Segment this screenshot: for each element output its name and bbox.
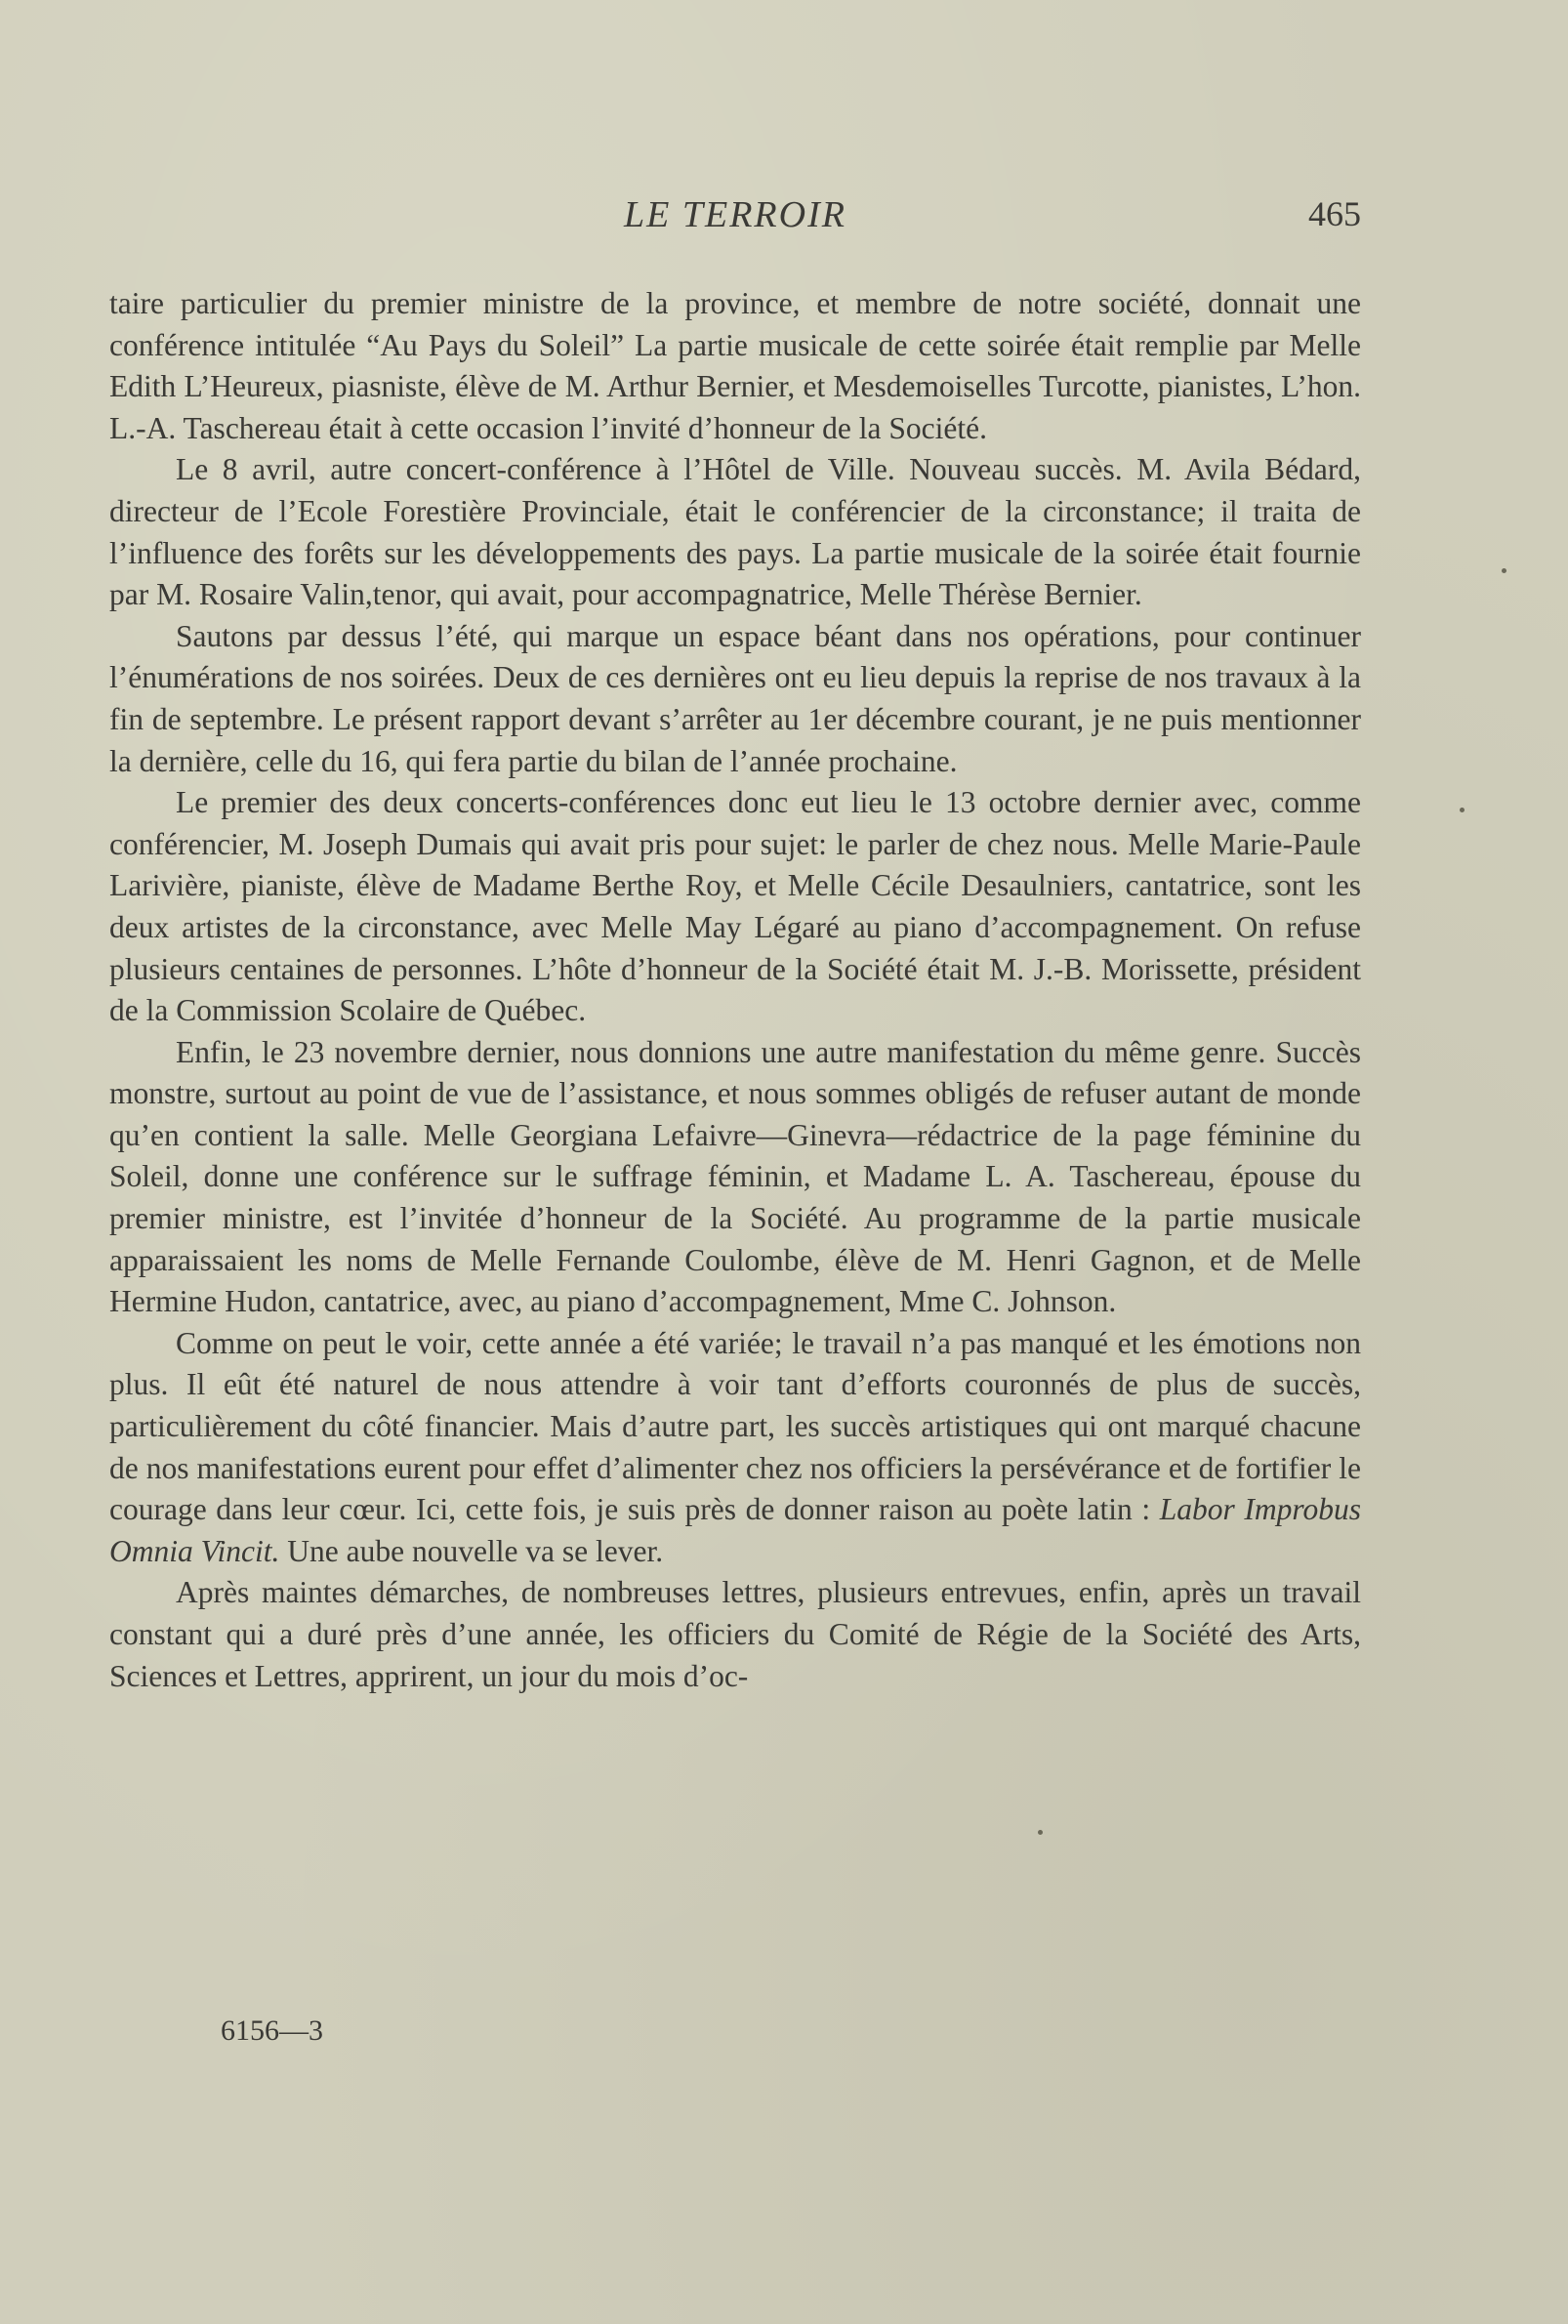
body-text <box>109 283 1361 1697</box>
paragraph: Le 8 avril, autre concert-conférence à l’Hôtel de Ville. Nouveau succès. M. Avila Bédard, directeur de l’Ecole Forestière Provinciale, était le conférencier de la circonstance; il traita de l’influence des forêts sur les développements des pays. La partie musicale de la soirée était fournie par M. Rosaire Valin,tenor, qui avait, pour accompagnatrice, Melle Thérèse Bernier. <box>109 452 1361 612</box>
paragraph: Après maintes démarches, de nombreuses lettres, plusieurs entrevues, enfin, après un travail constant qui a duré près d’une année, les officiers du Comité de Régie de la Société des Arts, Sciences et Lettres, apprirent, un jour du mois d’oc- <box>109 1575 1361 1693</box>
paper-speck <box>1460 808 1465 812</box>
paragraph-text-end: Une aube nouvelle va se lever. <box>279 1533 664 1568</box>
latin-quote: Labor Improbus Omnia Vincit. <box>109 1492 1361 1568</box>
paper-speck <box>1038 1830 1043 1835</box>
paragraph: Sautons par dessus l’été, qui marque un espace béant dans nos opérations, pour continuer l’énumérations de nos soirées. Deux de ces dernières ont eu lieu depuis la reprise de nos travaux à la fin de septembre. Le présent rapport devant s’arrêter au 1er décembre courant, je ne puis mentionner la dernière, celle du 16, qui fera partie du bilan de l’année prochaine. <box>109 618 1361 778</box>
paragraph-text: Comme on peut le voir, cette année a été variée; le travail n’a pas manqué et les émotions non plus. Il eût été naturel de nous attendre à voir tant d’efforts couronnés de plus de succès, particulièrement du côté financier. Mais d’autre part, les succès artistiques qui ont marqué chacune de nos manifestations eurent pour effet d’alimenter chez nos officiers la persévérance et de fortifier le courage dans leur cœur. Ici, cette fois, je suis près de donner raison au poète latin : <box>109 1325 1361 1527</box>
paper-speck <box>1502 568 1506 573</box>
paragraph: Le premier des deux concerts-conférences donc eut lieu le 13 octobre dernier avec, comme conférencier, M. Joseph Dumais qui avait pris pour sujet: le parler de chez nous. Melle Marie-Paule Larivière, pianiste, élève de Madame Berthe Roy, et Melle Cécile Desaulniers, cantatrice, sont les deux artistes de la circonstance, avec Melle May Légaré au piano d’accompagnement. On refuse plusieurs centaines de personnes. L’hôte d’honneur de la Société était M. J.-B. Morissette, président de la Commission Scolaire de Québec. <box>109 785 1361 1028</box>
paragraph: taire particulier du premier ministre de la province, et membre de notre société, donnait une conférence intitulée “Au Pays du Soleil” La partie musicale de cette soirée était remplie par Melle Edith L’Heureux, piasniste, élève de M. Arthur Bernier, et Mesdemoiselles Turcotte, pianistes, L’hon. L.-A. Taschereau était à cette occasion l’invité d’honneur de la Société. <box>109 286 1361 445</box>
page-number: 465 <box>1308 194 1361 233</box>
paragraph: Enfin, le 23 novembre dernier, nous donnions une autre manifestation du même genre. Succès monstre, surtout au point de vue de l’assistance, et nous sommes obligés de refuser autant de monde qu’en contient la salle. Melle Georgiana Lefaivre—Ginevra—rédactrice de la page féminine du Soleil, donne une conférence sur le suffrage féminin, et Madame L. A. Taschereau, épouse du premier ministre, est l’invitée d’honneur de la Société. Au programme de la partie musicale apparaissaient les noms de Melle Fernande Coulombe, élève de M. Henri Gagnon, et de Melle Hermine Hudon, cantatrice, avec, au piano d’accompagnement, Mme C. Johnson. <box>109 1034 1361 1319</box>
paragraph-with-latin-quote <box>109 1323 1361 1573</box>
printer-signature: 6156—3 <box>221 2014 323 2047</box>
running-head <box>109 193 1361 242</box>
running-title: LE TERROIR <box>624 194 846 235</box>
